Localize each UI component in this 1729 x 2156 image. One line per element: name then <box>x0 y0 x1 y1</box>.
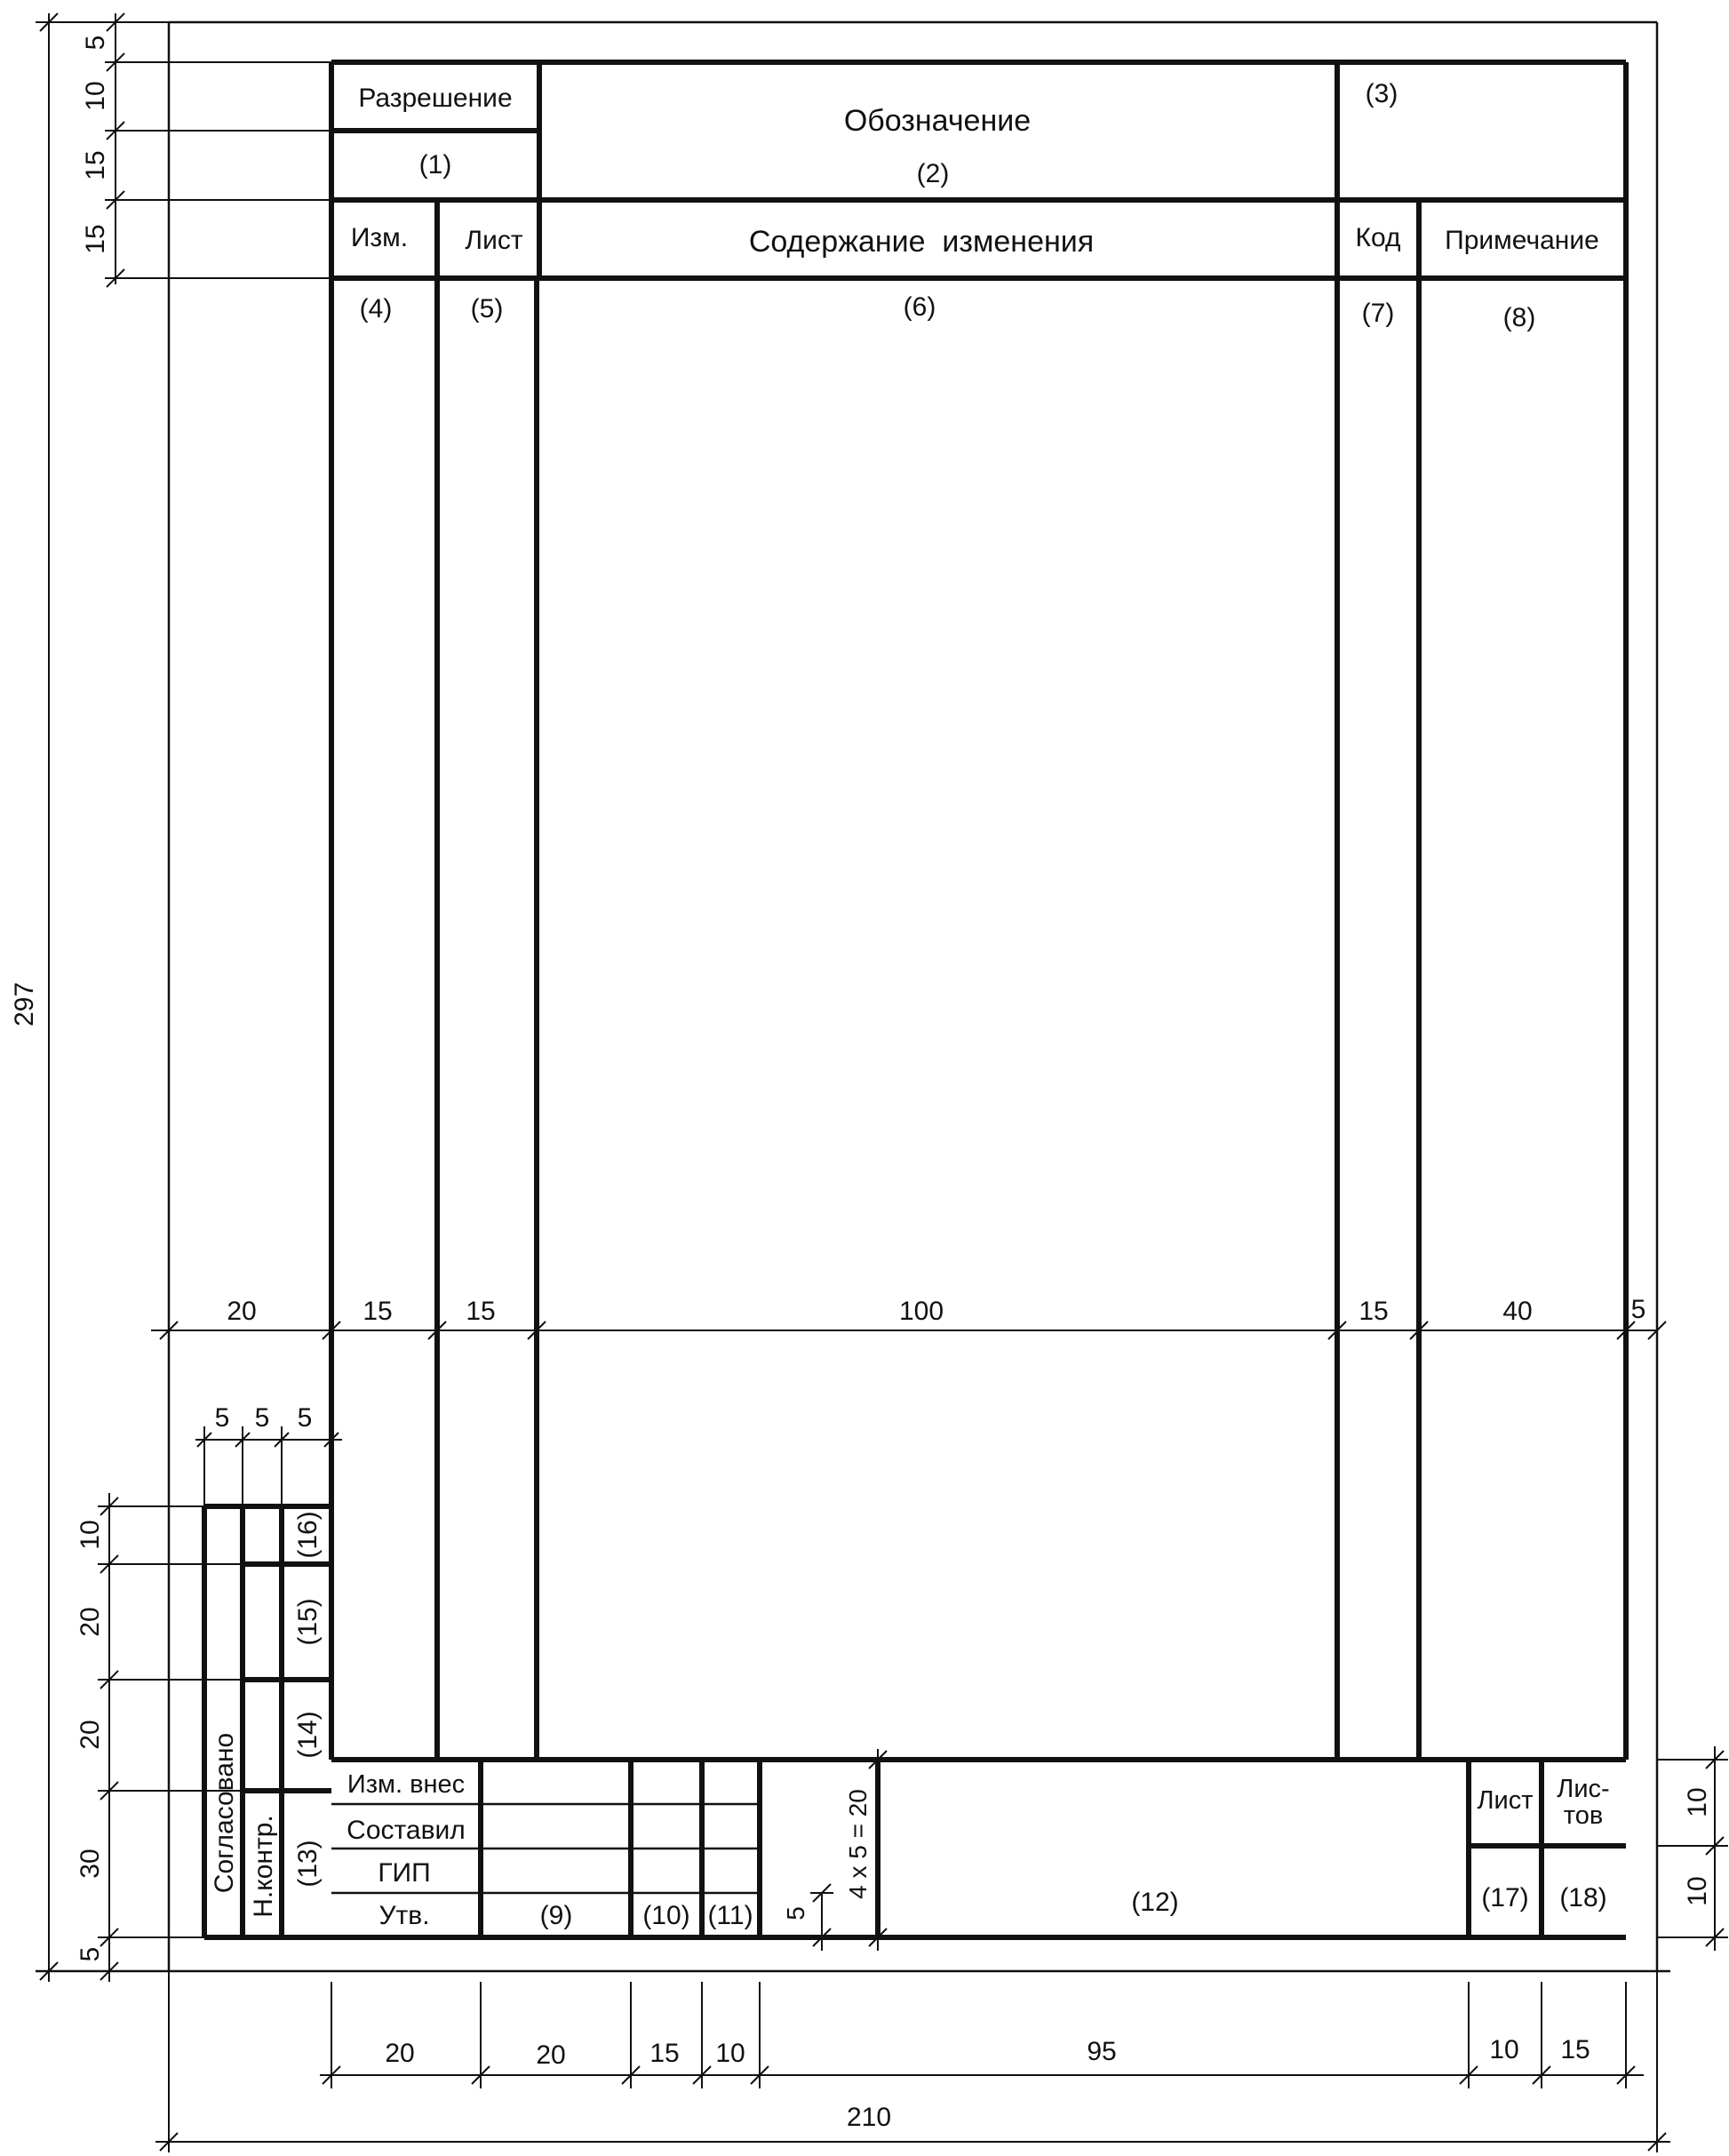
col-list-label: Лист <box>465 226 523 255</box>
col-content-field: (6) <box>903 292 936 322</box>
field-17: (17) <box>1481 1883 1529 1912</box>
dim-overall-width: 210 <box>846 2103 892 2132</box>
sheets-label-line2: тов <box>1563 1801 1604 1830</box>
main-frame <box>331 62 1626 1760</box>
permission-label: Разрешение <box>358 84 513 113</box>
dim-left-top-1: 5 <box>81 35 110 51</box>
col-code-field: (7) <box>1361 299 1395 328</box>
dim-bottom-2: 20 <box>536 2040 566 2070</box>
dim-middle-5: 15 <box>1358 1297 1389 1326</box>
field-3: (3) <box>1365 79 1398 108</box>
dim-middle-2: 15 <box>363 1297 393 1326</box>
dim-small-col-3: 5 <box>297 1403 313 1433</box>
field-16: (16) <box>293 1511 323 1559</box>
dim-middle-7: 5 <box>1630 1295 1646 1324</box>
agreed-label: Согласовано <box>210 1732 239 1894</box>
sheets-label-line1: Лис- <box>1557 1775 1610 1803</box>
dim-left-bottom-1: 10 <box>76 1520 105 1550</box>
dim-right-bottom-2: 10 <box>1683 1876 1712 1906</box>
field-14: (14) <box>293 1711 323 1759</box>
dim-left-bottom-2: 20 <box>76 1607 105 1637</box>
dim-left-bottom-3: 20 <box>76 1720 105 1750</box>
row-sostavil: Составил <box>347 1816 466 1845</box>
designation-field: (2) <box>916 159 950 188</box>
sheet-label: Лист <box>1477 1786 1534 1815</box>
field-12: (12) <box>1131 1888 1179 1917</box>
dimension-lines <box>36 13 1728 2152</box>
dim-middle-6: 40 <box>1502 1297 1533 1326</box>
field-15: (15) <box>293 1598 323 1646</box>
row-izm-vnes: Изм. внес <box>347 1770 466 1799</box>
dim-small-col-2: 5 <box>254 1403 270 1433</box>
field-18: (18) <box>1559 1883 1607 1912</box>
row-height-5: 5 <box>782 1906 809 1920</box>
dim-bottom-6: 10 <box>1489 2035 1519 2064</box>
dim-small-col-1: 5 <box>214 1403 230 1433</box>
dim-bottom-7: 15 <box>1560 2035 1590 2064</box>
dim-bottom-5: 95 <box>1087 2037 1117 2066</box>
row-utv: Утв. <box>378 1901 430 1930</box>
dim-middle-4: 100 <box>898 1297 944 1326</box>
col-note-label: Примечание <box>1445 226 1599 255</box>
dim-bottom-1: 20 <box>385 2039 415 2068</box>
dim-overall-height: 297 <box>10 981 39 1027</box>
field-13: (13) <box>293 1840 323 1888</box>
col-code-label: Код <box>1355 223 1401 252</box>
field-10: (10) <box>642 1901 690 1930</box>
dim-middle-3: 15 <box>466 1297 496 1326</box>
permission-field: (1) <box>418 150 452 180</box>
dim-left-top-3: 15 <box>81 150 110 180</box>
dim-left-bottom-4: 30 <box>76 1849 105 1879</box>
col-content-label: Содержание изменения <box>748 225 1095 259</box>
col-izm-field: (4) <box>359 294 393 323</box>
field-11: (11) <box>707 1901 753 1930</box>
dim-bottom-4: 10 <box>715 2039 745 2068</box>
designation-label: Обозначение <box>843 104 1032 138</box>
col-note-field: (8) <box>1502 303 1536 332</box>
dim-right-bottom-1: 10 <box>1683 1787 1712 1817</box>
row-gip: ГИП <box>378 1858 431 1888</box>
field-9: (9) <box>539 1901 573 1930</box>
dim-left-top-2: 10 <box>81 81 110 111</box>
col-list-field: (5) <box>470 294 504 323</box>
dim-left-top-4: 15 <box>81 224 110 254</box>
row-height-note: 4 x 5 = 20 <box>844 1789 872 1899</box>
dim-bottom-3: 15 <box>649 2039 680 2068</box>
norm-control-label: Н.контр. <box>249 1815 278 1918</box>
col-izm-label: Изм. <box>350 223 409 252</box>
dim-left-bottom-5: 5 <box>76 1946 105 1962</box>
dim-middle-1: 20 <box>227 1297 257 1326</box>
